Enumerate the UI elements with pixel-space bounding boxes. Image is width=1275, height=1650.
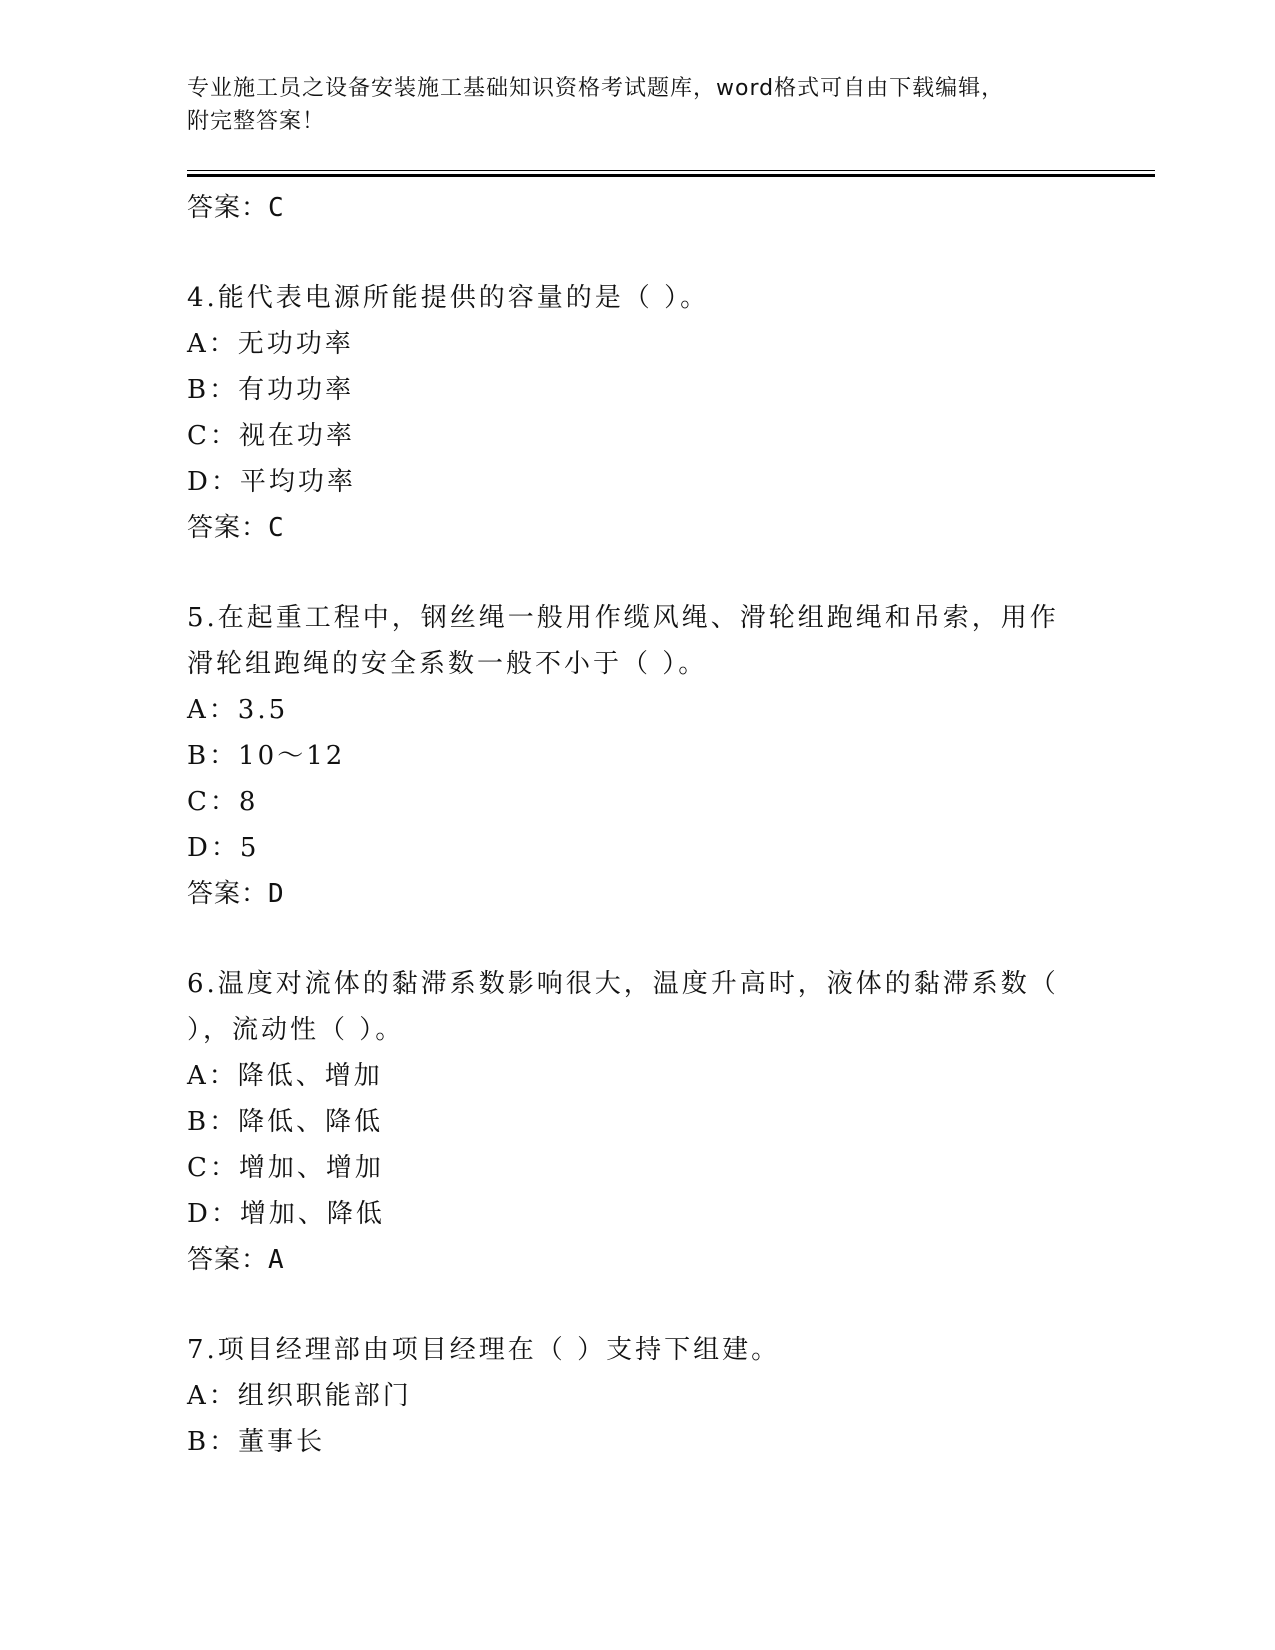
option-c: C：增加、增加 xyxy=(187,1153,384,1183)
option-b: B：董事长 xyxy=(187,1427,326,1457)
option-d: D：平均功率 xyxy=(187,467,356,497)
option-c: C：视在功率 xyxy=(187,421,355,451)
option-a: A：降低、增加 xyxy=(187,1061,383,1091)
answer-line: 答案：D xyxy=(187,879,285,909)
question-list xyxy=(187,185,1067,1465)
option-a: A：无功功率 xyxy=(187,329,354,359)
question-block xyxy=(187,595,1067,917)
question-block xyxy=(187,961,1067,1283)
question-text: 4.能代表电源所能提供的容量的是（ ）。 xyxy=(187,283,710,313)
header-rule-thin xyxy=(187,170,1155,171)
answer-line: 答案：A xyxy=(187,1245,285,1275)
option-a: A：组织职能部门 xyxy=(187,1381,412,1411)
option-a: A：3.5 xyxy=(187,695,289,725)
option-b: B：降低、降低 xyxy=(187,1107,384,1137)
answer-line: 答案：C xyxy=(187,513,285,543)
header-line-1: 专业施工员之设备安装施工基础知识资格考试题库，word格式可自由下载编辑， xyxy=(187,76,1005,101)
document-header xyxy=(187,72,1067,138)
option-b: B：10～12 xyxy=(187,741,346,771)
option-d: D：增加、降低 xyxy=(187,1199,385,1229)
question-block xyxy=(187,1327,1067,1465)
option-c: C：8 xyxy=(187,787,259,817)
option-d: D：5 xyxy=(187,833,260,863)
answer-line: 答案：C xyxy=(187,193,285,223)
header-rule-thick xyxy=(187,174,1155,177)
option-b: B：有功功率 xyxy=(187,375,355,405)
question-text: 6.温度对流体的黏滞系数影响很大，温度升高时，液体的黏滞系数（ ），流动性（ ）。 xyxy=(187,969,1059,1045)
header-line-2: 附完整答案！ xyxy=(187,109,326,134)
question-block xyxy=(187,275,1067,551)
question-text: 7.项目经理部由项目经理在（ ）支持下组建。 xyxy=(187,1335,781,1365)
question-text: 5.在起重工程中，钢丝绳一般用作缆风绳、滑轮组跑绳和吊索，用作滑轮组跑绳的安全系数一般不小于（ ）。 xyxy=(187,603,1059,679)
